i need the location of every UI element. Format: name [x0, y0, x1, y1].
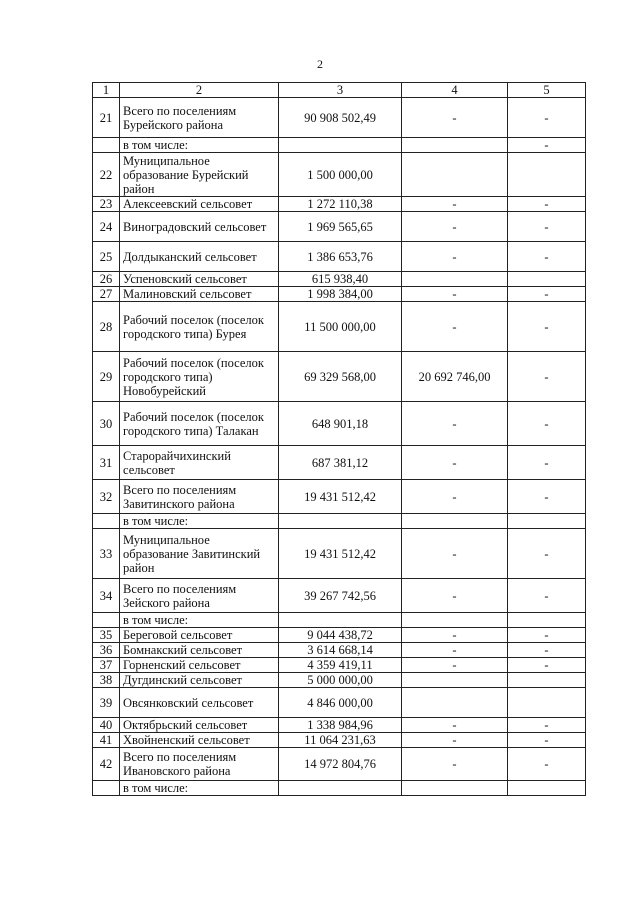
row-amount — [279, 138, 402, 153]
row-number: 36 — [93, 643, 120, 658]
row-number: 42 — [93, 748, 120, 781]
row-col4: - — [402, 197, 508, 212]
row-name: Овсянковский сельсовет — [120, 688, 279, 718]
row-number: 37 — [93, 658, 120, 673]
row-number: 24 — [93, 212, 120, 242]
row-number: 21 — [93, 98, 120, 138]
page-number: 2 — [317, 57, 323, 71]
row-col4 — [402, 138, 508, 153]
row-name: в том числе: — [120, 138, 279, 153]
row-col4: - — [402, 733, 508, 748]
row-col5: - — [508, 98, 586, 138]
row-col4: - — [402, 212, 508, 242]
row-name: Береговой сельсовет — [120, 628, 279, 643]
row-col4: - — [402, 480, 508, 514]
row-col5: - — [508, 197, 586, 212]
row-number: 38 — [93, 673, 120, 688]
row-col5: - — [508, 242, 586, 272]
row-name: Рабочий поселок (поселок городского типа) Новобурейский — [120, 352, 279, 402]
column-header-2: 2 — [120, 83, 279, 98]
row-name: Всего по поселениям Ивановского района — [120, 748, 279, 781]
row-number: 26 — [93, 272, 120, 287]
table-row — [93, 480, 586, 514]
row-name: Успеновский сельсовет — [120, 272, 279, 287]
row-col5 — [508, 673, 586, 688]
row-number: 35 — [93, 628, 120, 643]
row-name: Муниципальное образование Завитинский район — [120, 529, 279, 579]
row-amount — [279, 613, 402, 628]
row-name: Хвойненский сельсовет — [120, 733, 279, 748]
table-row — [93, 733, 586, 748]
row-number: 39 — [93, 688, 120, 718]
row-col5 — [508, 153, 586, 197]
row-col5: - — [508, 718, 586, 733]
row-col4 — [402, 688, 508, 718]
column-header-1: 1 — [93, 83, 120, 98]
row-name: в том числе: — [120, 613, 279, 628]
table-row — [93, 212, 586, 242]
row-col4: - — [402, 98, 508, 138]
table-row — [93, 287, 586, 302]
row-col5 — [508, 272, 586, 287]
table-row — [93, 352, 586, 402]
row-col5: - — [508, 352, 586, 402]
row-number: 41 — [93, 733, 120, 748]
column-header-5: 5 — [508, 83, 586, 98]
row-amount: 39 267 742,56 — [279, 579, 402, 613]
row-number — [93, 514, 120, 529]
row-amount: 1 272 110,38 — [279, 197, 402, 212]
row-name: Октябрьский сельсовет — [120, 718, 279, 733]
row-name: Старорайчихинский сельсовет — [120, 446, 279, 480]
row-col5: - — [508, 658, 586, 673]
row-col4: - — [402, 579, 508, 613]
row-number — [93, 613, 120, 628]
budget-table — [92, 82, 586, 796]
table-row — [93, 446, 586, 480]
row-number: 29 — [93, 352, 120, 402]
row-number: 32 — [93, 480, 120, 514]
table-row — [93, 242, 586, 272]
row-number: 23 — [93, 197, 120, 212]
row-col5: - — [508, 138, 586, 153]
row-col4 — [402, 514, 508, 529]
row-col5: - — [508, 628, 586, 643]
row-col4 — [402, 613, 508, 628]
row-name: Малиновский сельсовет — [120, 287, 279, 302]
row-name: Всего по поселениям Зейского района — [120, 579, 279, 613]
row-number: 30 — [93, 402, 120, 446]
row-name: Всего по поселениям Бурейского района — [120, 98, 279, 138]
row-number: 25 — [93, 242, 120, 272]
row-amount: 1 338 984,96 — [279, 718, 402, 733]
row-number: 27 — [93, 287, 120, 302]
row-col4 — [402, 272, 508, 287]
row-amount: 11 064 231,63 — [279, 733, 402, 748]
row-amount: 615 938,40 — [279, 272, 402, 287]
row-col5: - — [508, 287, 586, 302]
row-amount: 90 908 502,49 — [279, 98, 402, 138]
table-row — [93, 643, 586, 658]
table-row — [93, 138, 586, 153]
row-amount — [279, 781, 402, 796]
table-row — [93, 579, 586, 613]
row-col4: - — [402, 529, 508, 579]
row-col4 — [402, 153, 508, 197]
row-name: Рабочий поселок (поселок городского типа) Талакан — [120, 402, 279, 446]
row-amount: 14 972 804,76 — [279, 748, 402, 781]
row-name: Всего по поселениям Завитинского района — [120, 480, 279, 514]
row-amount: 69 329 568,00 — [279, 352, 402, 402]
row-col4: - — [402, 628, 508, 643]
row-col5: - — [508, 212, 586, 242]
table-row — [93, 688, 586, 718]
row-col4: - — [402, 748, 508, 781]
row-col4: - — [402, 242, 508, 272]
row-col5: - — [508, 402, 586, 446]
row-name: Муниципальное образование Бурейский район — [120, 153, 279, 197]
row-number: 22 — [93, 153, 120, 197]
table-row — [93, 272, 586, 287]
row-number: 33 — [93, 529, 120, 579]
row-name: Долдыканский сельсовет — [120, 242, 279, 272]
row-col5: - — [508, 480, 586, 514]
row-col5: - — [508, 446, 586, 480]
row-name: Горненский сельсовет — [120, 658, 279, 673]
table-row — [93, 197, 586, 212]
table-row — [93, 613, 586, 628]
row-number — [93, 781, 120, 796]
row-col5 — [508, 514, 586, 529]
row-amount — [279, 514, 402, 529]
row-number: 34 — [93, 579, 120, 613]
row-amount: 3 614 668,14 — [279, 643, 402, 658]
row-amount: 1 500 000,00 — [279, 153, 402, 197]
table-row — [93, 748, 586, 781]
row-name: Рабочий поселок (поселок городского типа) Бурея — [120, 302, 279, 352]
row-amount: 1 969 565,65 — [279, 212, 402, 242]
row-col4: - — [402, 446, 508, 480]
row-col5: - — [508, 579, 586, 613]
row-col5: - — [508, 302, 586, 352]
row-amount: 4 846 000,00 — [279, 688, 402, 718]
table-row — [93, 658, 586, 673]
table-row — [93, 628, 586, 643]
table-row — [93, 718, 586, 733]
table-row — [93, 673, 586, 688]
row-col5: - — [508, 643, 586, 658]
row-amount: 648 901,18 — [279, 402, 402, 446]
row-amount: 1 386 653,76 — [279, 242, 402, 272]
row-name: Дугдинский сельсовет — [120, 673, 279, 688]
table-row — [93, 529, 586, 579]
row-col5: - — [508, 748, 586, 781]
row-name: в том числе: — [120, 781, 279, 796]
table-row — [93, 402, 586, 446]
column-header-4: 4 — [402, 83, 508, 98]
table-row — [93, 98, 586, 138]
row-number: 31 — [93, 446, 120, 480]
row-col5: - — [508, 529, 586, 579]
row-amount: 687 381,12 — [279, 446, 402, 480]
row-col4: - — [402, 643, 508, 658]
row-col5 — [508, 613, 586, 628]
table-row — [93, 302, 586, 352]
row-amount: 9 044 438,72 — [279, 628, 402, 643]
column-number-row — [93, 83, 586, 98]
row-col4: - — [402, 718, 508, 733]
row-amount: 1 998 384,00 — [279, 287, 402, 302]
row-col4: 20 692 746,00 — [402, 352, 508, 402]
row-col4: - — [402, 658, 508, 673]
row-amount: 19 431 512,42 — [279, 480, 402, 514]
row-col4: - — [402, 402, 508, 446]
row-col4: - — [402, 302, 508, 352]
row-name: Виноградовский сельсовет — [120, 212, 279, 242]
row-number: 28 — [93, 302, 120, 352]
row-col5 — [508, 781, 586, 796]
row-col4 — [402, 673, 508, 688]
column-header-3: 3 — [279, 83, 402, 98]
row-name: Алексеевский сельсовет — [120, 197, 279, 212]
table-row — [93, 514, 586, 529]
row-col5: - — [508, 733, 586, 748]
row-col4: - — [402, 287, 508, 302]
row-amount: 5 000 000,00 — [279, 673, 402, 688]
row-name: Бомнакский сельсовет — [120, 643, 279, 658]
row-col4 — [402, 781, 508, 796]
table-row — [93, 781, 586, 796]
row-amount: 4 359 419,11 — [279, 658, 402, 673]
row-number: 40 — [93, 718, 120, 733]
table-row — [93, 153, 586, 197]
row-col5 — [508, 688, 586, 718]
row-amount: 11 500 000,00 — [279, 302, 402, 352]
row-amount: 19 431 512,42 — [279, 529, 402, 579]
row-name: в том числе: — [120, 514, 279, 529]
row-number — [93, 138, 120, 153]
